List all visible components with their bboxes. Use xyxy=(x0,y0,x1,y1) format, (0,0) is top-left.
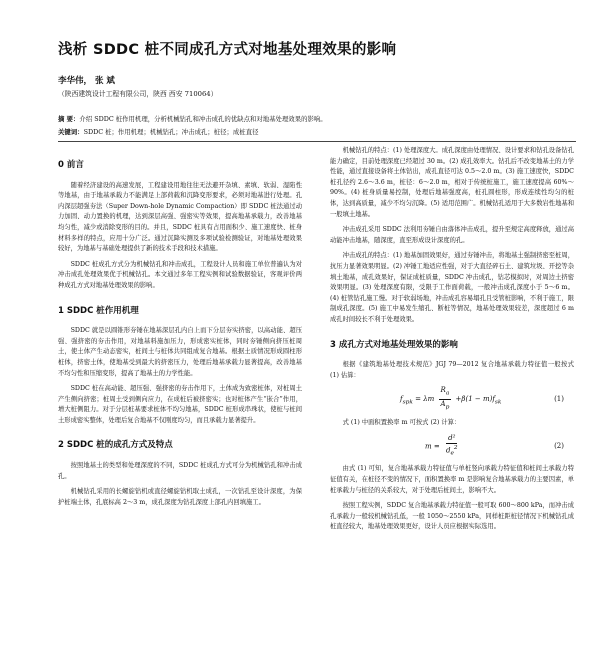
eq1-numerator-sub: a xyxy=(445,390,450,397)
equation-1 xyxy=(330,386,574,412)
eq2-lhs: m xyxy=(425,442,432,451)
eq1-tail: +β(1 − m)f xyxy=(455,395,495,404)
eq2-number: (2) xyxy=(554,441,564,450)
keywords-text: SDDC 桩；作用机理；机械钻孔；冲击成孔；桩径；成桩直径 xyxy=(83,128,259,136)
eq1-number: (1) xyxy=(554,394,564,403)
section-3-heading: 3 成孔方式对地基处理效果的影响 xyxy=(330,339,458,350)
section-2-paragraph: 机械钻孔采用的长螺旋钻机或直径螺旋钻机取土成孔，一次钻孔至设计深度，为保护桩端土体，孔底标高 2～3 m，成孔深度为钻孔深度上部孔内回填施工。 xyxy=(58,488,302,506)
abstract-label: 摘 要： xyxy=(58,115,80,123)
eq1-denominator-sub: p xyxy=(445,404,450,411)
section-2-heading: 2 SDDC 桩的成孔方式及特点 xyxy=(58,440,173,451)
eq1-equals: = xyxy=(415,395,421,404)
section-3-paragraph: 根据《建筑地基处理技术规范》JGJ 79—2012 复合地基承载力特征值一般按式 (1) 估算： xyxy=(330,361,574,379)
eq2-equals: = xyxy=(433,442,440,451)
eq2-denominator-sub: e xyxy=(450,450,454,457)
eq1-lambda: λm xyxy=(423,395,435,404)
eq2-numerator: d² xyxy=(448,433,456,442)
eq1-fraction xyxy=(439,386,452,412)
abstract xyxy=(58,114,578,124)
eq1-numerator: R xyxy=(440,386,446,395)
eq2-fraction xyxy=(444,434,460,459)
abstract-text: 介绍 SDDC 桩作用机理，分析机械钻孔和冲击成孔的优缺点和对地基处理效果的影响。 xyxy=(79,115,327,123)
eq1-lhs: f xyxy=(400,395,403,404)
body-paragraph: 冲击成孔采用 SDDC 法利用夯锤自由落体冲击成孔，提升至规定高度释放，通过高动能冲击地基，随深度，直至形成设计深度的孔。 xyxy=(330,226,574,244)
equation-2 xyxy=(330,434,574,459)
section-0-paragraph: SDDC 桩成孔方式分为机械钻孔和冲击成孔，工程设计人员和施工单位普遍认为对冲击成孔处理效果优于机械钻孔。本文通过多年工程实例和试验数据验证，客观评价两种成孔方式对地基处理效果的影响。 xyxy=(58,260,302,289)
keywords-label: 关键词： xyxy=(58,128,84,136)
eq1-tail-sub: sk xyxy=(494,399,502,406)
paper-title: 浅析 SDDC 桩不同成孔方式对地基处理效果的影响 xyxy=(58,42,397,58)
equation-2-intro: 式 (1) 中面积置换率 m 可按式 (2) 计算： xyxy=(342,419,461,427)
body-paragraph: 由式 (1) 可知，复合地基承载力特征值与单桩竖向承载力特征值和桩间土承载力特征值有关，在桩径不变的情况下，面积置换率 m 是影响复合地基承载力的主要因素，单桩承载力与桩径的关系较大，对于处理后桩间土，影响不大。 xyxy=(330,465,574,494)
section-1-heading: 1 SDDC 桩作用机理 xyxy=(58,305,139,316)
section-0-heading: 0 前言 xyxy=(58,160,84,170)
eq1-lhs-sub: spk xyxy=(402,399,413,406)
body-paragraph: 按照工程实例，SDDC 复合地基承载力特征值一般可取 600～800 kPa，而冲击成孔承载力一般较机械钻孔低，一般 1050～2550 kPa，同样桩距桩径情况下机械钻孔成桩直径较大，地基处理效果更好，设计人员应根据实际选用。 xyxy=(330,502,574,531)
section-1-paragraph: SDDC 就是以圆锥形夯锤在地基深层孔内自上而下分层夯实挤密，以高动能、超压强、强挤密的夯击作用，对地基料施加压力，形成密实桩体，同时夯锤侧向挤压桩周土，使土体产生动态密实，桩间土与桩体共同组成复合地基。根据土质情况形成圆柱形桩体，挤密土体，使地基受到最大的挤密压力，处理后地基承载力显著提高，改善地基不均匀性和压缩变形，提高了地基土的力学性能。 xyxy=(58,327,302,377)
affiliation: （陕西建筑设计工程有限公司，陕西 西安 710064） xyxy=(58,90,218,98)
left-column xyxy=(58,146,302,662)
eq2-denominator: d xyxy=(445,445,451,454)
right-column xyxy=(330,146,574,662)
section-0-paragraph: 随着经济建设的高速发展，工程建设用地往往无法避开杂填、素填、软弱、湿陷性等地基，由于地基承载力不能满足上部荷载和沉降变形要求，必须对地基进行处理。孔内深层超强夯法（Super Down-hole Dynamic Compaction）即 SDDC 桩法通过动力加固、动力置换的机理，达到深层高强、强密实等效果，提高地基承载力，改善地基均匀性，减少或消除变形的目的。并且，SDDC 桩具有占用面积少、施工速度快、桩身材料多样的特点，应用十分广泛。通过沉降实测及多项试验检测验证，对地基处理效果较好，为地基与基础处理提供了新的技术手段和技术措施。 xyxy=(58,181,302,253)
section-1-paragraph: SDDC 桩在高动能、超压强、强挤密的夯击作用下，土体成为致密桩体，对桩周土产生侧向挤密；桩周土受到侧向应力，在成桩后被挤密实；也对桩体产生“嵌合”作用，增大桩侧阻力。对于分层桩基要求桩体不均匀地基，SDDC 桩形成串珠状，使桩与桩间土形成密实整体，处理后复合地基不仅刚度均匀，而且承载力显著提升。 xyxy=(58,385,302,424)
header-divider xyxy=(58,141,576,142)
eq1-denominator: A xyxy=(440,399,446,408)
section-2-paragraph: 按照地基土的类型和处理深度的不同，SDDC 桩成孔方式可分为机械钻孔和冲击成孔。 xyxy=(58,462,302,480)
authors: 李华伟， 张 斌 xyxy=(58,76,115,86)
body-paragraph: 冲击成孔的特点：(1) 地基加固效果好，通过夯锤冲击，将地基土强制挤密至桩周，抗压力显著效果明显。(2) 冲锤工地适应性强，对于大直径碎石土、建筑垃圾、开挖等杂填土地基，成孔效果好，保证成桩质量，SDDC 冲击成孔，钻芯模拟时，对周边土挤密效果明显。(3) 处理深度有限，受限于工作面荷载，一般冲击成孔深度小于 5～6 m。(4) 桩管钻孔施工慢。对于软弱场地，冲击成孔容易塌孔且受管桩影响，不利于施工，限制成孔深度。(5) 施工中易发生缩孔、断桩等情况，地基处理效果较差，深度超过 6 m 成孔时间较长不利于处理效果。 xyxy=(330,252,574,323)
keywords xyxy=(58,127,578,137)
eq2-denominator-sup: 2 xyxy=(453,444,458,451)
body-paragraph: 机械钻孔的特点：(1) 处理深度大。成孔深度由处理情况、设计要求和钻孔设备钻孔能力确定，目前处理深度已经超过 30 m。(2) 成孔效率大。钻孔后不改变地基土的力学性能，通过直接设备将土体钻出，成孔直径可达 0.5～2.0 m。(3) 施工速度快，SDDC 桩孔径约 2.6～3.6 m，桩径：6～2.0 m，相对于传统桩施工，施工速度提高 60%～90%。(4) 桩身质量易控制，处理后地基强度高，桩孔圆柱形，形成连续性均匀的桩体，达到高质量，减少不均匀沉降。(5) 适用范围广。机械钻孔适用于大多数岩性地基和一般填土地基。 xyxy=(330,147,574,218)
